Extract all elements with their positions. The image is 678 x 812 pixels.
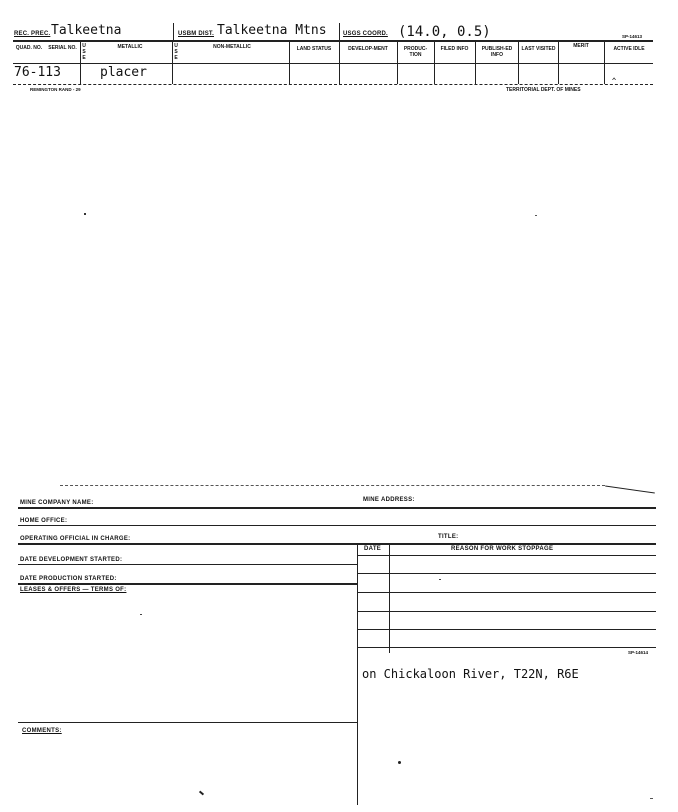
home-office-label: HOME OFFICE:	[20, 518, 68, 524]
form-number-bottom: SP-14614	[628, 650, 649, 655]
date-column-header: DATE	[364, 546, 382, 552]
merit-header: MERIT	[573, 43, 589, 49]
leases-offers-label: LEASES & OFFERS — TERMS OF:	[20, 587, 127, 593]
rec-prec-value: Talkeetna	[51, 23, 122, 38]
date-development-label: DATE DEVELOPMENT STARTED:	[20, 557, 123, 563]
speck	[535, 215, 537, 216]
location-note: on Chickaloon River, T22N, R6E	[362, 667, 579, 681]
speck	[84, 213, 86, 215]
use-header-nonmetallic: U S E	[174, 43, 178, 61]
usgs-coord-label: USGS COORD.	[343, 31, 388, 37]
use-header-metallic: U S E	[82, 43, 86, 61]
usbm-dist-value: Talkeetna Mtns	[217, 23, 327, 38]
column-header-rule	[13, 63, 653, 64]
rec-prec-label: REC. PREC.	[14, 31, 51, 37]
comments-label: COMMENTS:	[22, 728, 62, 734]
printer-credit: REMINGTON RAND - 29	[30, 87, 81, 92]
metallic-value: placer	[100, 65, 147, 80]
header-rule	[13, 40, 653, 42]
filed-info-header: FILED INFO	[440, 46, 469, 52]
speck	[650, 798, 653, 799]
serial-no-header: SERIAL NO.	[48, 45, 77, 51]
development-header: DEVELOP-MENT	[348, 46, 388, 52]
mine-company-name-label: MINE COMPANY NAME:	[20, 500, 94, 506]
reason-column-header: REASON FOR WORK STOPPAGE	[451, 546, 554, 552]
speck	[140, 614, 142, 615]
speck	[398, 761, 401, 764]
last-visited-header: LAST VISITED	[521, 46, 556, 52]
speck	[439, 579, 441, 580]
form-number-top: SP-14613	[622, 34, 643, 39]
active-idle-header: ACTIVE IDLE	[613, 46, 645, 52]
date-production-label: DATE PRODUCTION STARTED:	[20, 576, 117, 582]
quad-serial-value: 76-113	[14, 65, 61, 80]
title-label: TITLE:	[438, 534, 459, 540]
non-metallic-header: NON-METALLIC	[213, 44, 251, 50]
usgs-coord-value: (14.0, 0.5)	[398, 24, 491, 40]
mine-address-label: MINE ADDRESS:	[363, 497, 415, 503]
metallic-header: METALLIC	[117, 44, 143, 50]
idle-check-mark: ‸	[612, 66, 617, 80]
land-status-header: LAND STATUS	[296, 46, 332, 52]
published-info-header: PUBLISH-ED INFO	[481, 46, 513, 58]
department-name: TERRITORIAL DEPT. OF MINES	[506, 87, 581, 93]
operating-official-label: OPERATING OFFICIAL IN CHARGE:	[20, 536, 131, 542]
speck	[199, 791, 204, 796]
row-bottom-rule	[13, 84, 653, 85]
production-header: PRODUC-TION	[403, 46, 428, 58]
quad-no-header: QUAD. NO.	[15, 45, 43, 51]
usbm-dist-label: USBM DIST.	[178, 31, 215, 37]
card-top-edge	[60, 485, 605, 486]
